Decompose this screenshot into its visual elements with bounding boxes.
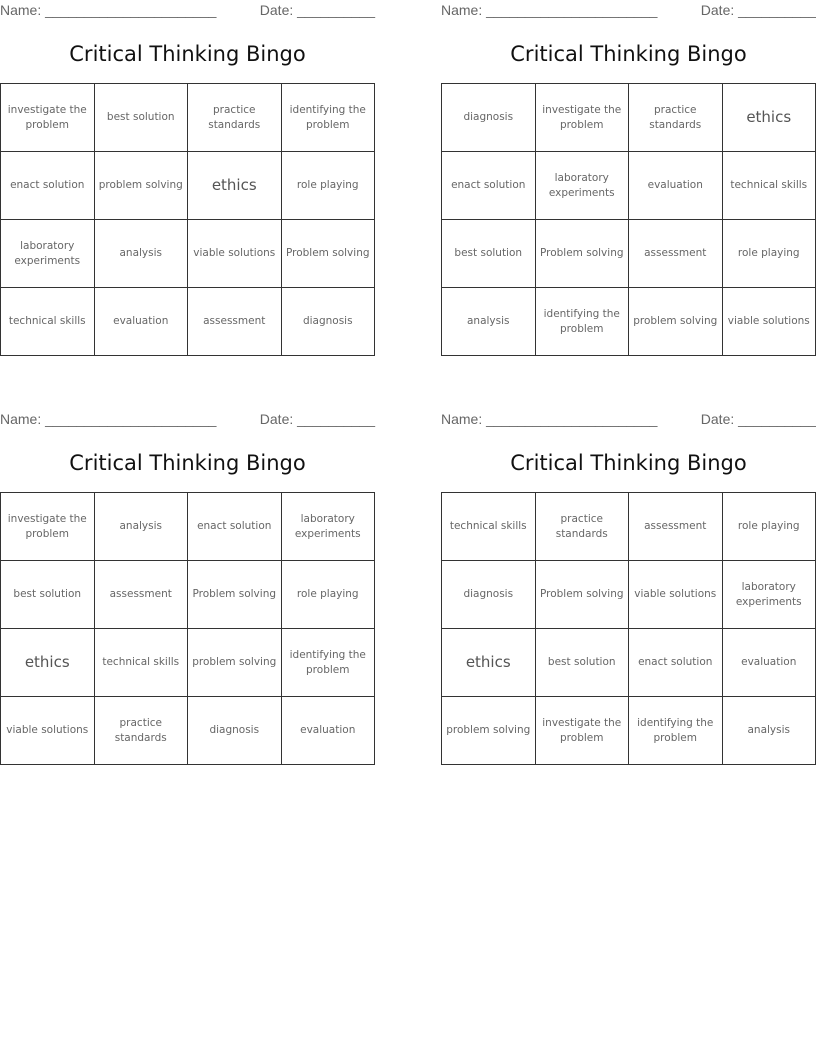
card-title: Critical Thinking Bingo <box>510 42 747 66</box>
date-field-label: Date: __________ <box>259 411 375 427</box>
bingo-cell: laboratory experiments <box>1 220 95 288</box>
name-field-label: Name: ______________________ <box>441 2 658 18</box>
bingo-cell: best solution <box>1 561 95 629</box>
bingo-cell: enact solution <box>1 152 95 220</box>
bingo-cell: Problem solving <box>535 220 629 288</box>
bingo-cell: viable solutions <box>188 220 282 288</box>
bingo-grid <box>441 492 816 765</box>
bingo-cell: identifying the problem <box>629 697 723 765</box>
bingo-cell: Problem solving <box>188 561 282 629</box>
bingo-cell: ethics <box>188 152 282 220</box>
bingo-cell: technical skills <box>1 288 95 356</box>
bingo-cell: evaluation <box>629 152 723 220</box>
card-title: Critical Thinking Bingo <box>69 42 306 66</box>
card-title: Critical Thinking Bingo <box>510 451 747 475</box>
bingo-cell: assessment <box>629 493 723 561</box>
bingo-cell: assessment <box>188 288 282 356</box>
bingo-cell: viable solutions <box>722 288 816 356</box>
card-header <box>0 409 375 431</box>
bingo-cell: problem solving <box>94 152 188 220</box>
card-title: Critical Thinking Bingo <box>69 451 306 475</box>
bingo-cell: ethics <box>722 84 816 152</box>
bingo-cell: assessment <box>629 220 723 288</box>
bingo-cell: practice standards <box>188 84 282 152</box>
bingo-cell: enact solution <box>629 629 723 697</box>
bingo-cell: best solution <box>94 84 188 152</box>
bingo-cell: laboratory experiments <box>722 561 816 629</box>
date-field-label: Date: __________ <box>259 2 375 18</box>
bingo-cell: evaluation <box>94 288 188 356</box>
bingo-cell: enact solution <box>188 493 282 561</box>
bingo-cell: Problem solving <box>281 220 375 288</box>
bingo-cell: best solution <box>535 629 629 697</box>
bingo-cell: problem solving <box>188 629 282 697</box>
date-field-label: Date: __________ <box>700 2 816 18</box>
bingo-cell: analysis <box>94 493 188 561</box>
bingo-cell: role playing <box>281 561 375 629</box>
bingo-cell: identifying the problem <box>281 629 375 697</box>
bingo-cell: technical skills <box>94 629 188 697</box>
bingo-cell: identifying the problem <box>535 288 629 356</box>
bingo-cell: investigate the problem <box>1 84 95 152</box>
bingo-cell: role playing <box>722 220 816 288</box>
bingo-cell: laboratory experiments <box>281 493 375 561</box>
bingo-card-2 <box>441 0 816 335</box>
bingo-cell: role playing <box>281 152 375 220</box>
bingo-cell: diagnosis <box>281 288 375 356</box>
bingo-cell: practice standards <box>629 84 723 152</box>
bingo-cell: practice standards <box>94 697 188 765</box>
bingo-cell: investigate the problem <box>1 493 95 561</box>
bingo-cell: analysis <box>94 220 188 288</box>
card-header <box>441 0 816 22</box>
bingo-cell: identifying the problem <box>281 84 375 152</box>
bingo-cell: assessment <box>94 561 188 629</box>
bingo-cell: role playing <box>722 493 816 561</box>
bingo-cell: analysis <box>722 697 816 765</box>
bingo-card-3 <box>0 409 375 744</box>
bingo-cell: diagnosis <box>442 561 536 629</box>
bingo-cell: evaluation <box>281 697 375 765</box>
name-field-label: Name: ______________________ <box>0 411 217 427</box>
bingo-cell: problem solving <box>442 697 536 765</box>
bingo-cell: diagnosis <box>188 697 282 765</box>
bingo-cell: enact solution <box>442 152 536 220</box>
bingo-cell: ethics <box>442 629 536 697</box>
bingo-card-4 <box>441 409 816 744</box>
name-field-label: Name: ______________________ <box>0 2 217 18</box>
name-field-label: Name: ______________________ <box>441 411 658 427</box>
bingo-cell: problem solving <box>629 288 723 356</box>
bingo-cell: ethics <box>1 629 95 697</box>
bingo-cell: viable solutions <box>629 561 723 629</box>
bingo-cell: laboratory experiments <box>535 152 629 220</box>
bingo-grid <box>0 83 375 356</box>
card-header <box>0 0 375 22</box>
bingo-cell: technical skills <box>442 493 536 561</box>
bingo-cell: evaluation <box>722 629 816 697</box>
date-field-label: Date: __________ <box>700 411 816 427</box>
bingo-cell: practice standards <box>535 493 629 561</box>
bingo-cell: analysis <box>442 288 536 356</box>
bingo-cell: best solution <box>442 220 536 288</box>
bingo-cell: technical skills <box>722 152 816 220</box>
bingo-card-1 <box>0 0 375 327</box>
bingo-cell: Problem solving <box>535 561 629 629</box>
bingo-cell: investigate the problem <box>535 84 629 152</box>
bingo-cell: investigate the problem <box>535 697 629 765</box>
bingo-grid <box>441 83 816 356</box>
bingo-grid <box>0 492 375 765</box>
card-header <box>441 409 816 431</box>
bingo-cell: diagnosis <box>442 84 536 152</box>
bingo-cell: viable solutions <box>1 697 95 765</box>
